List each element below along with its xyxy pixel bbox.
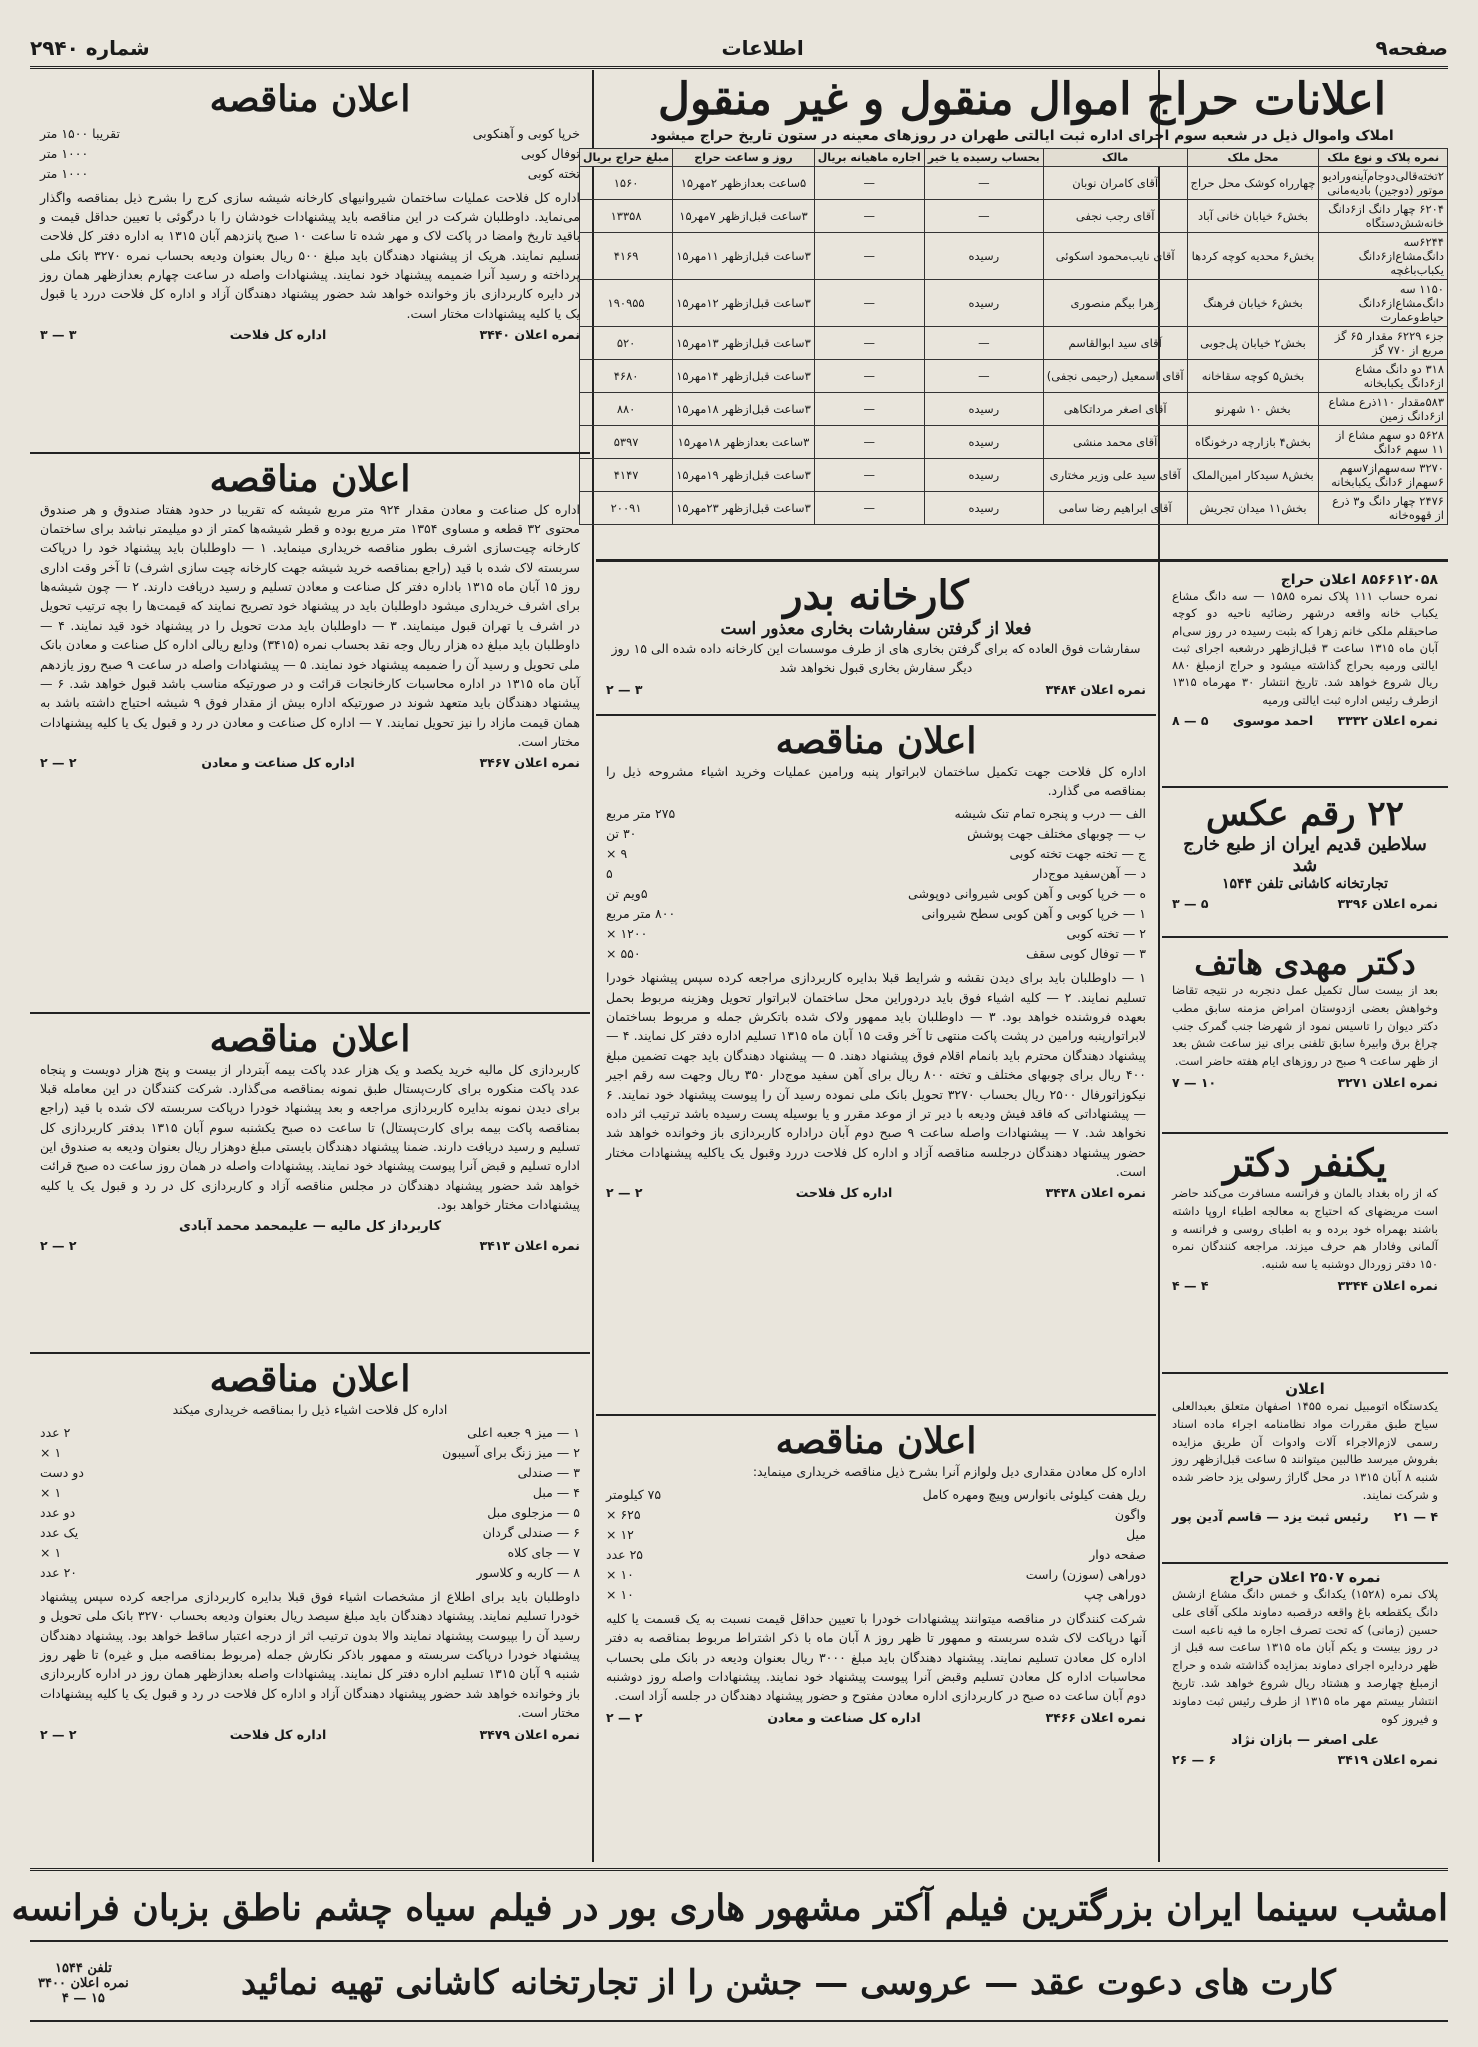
table-cell: آقای سید علی وزیر مختاری — [1043, 459, 1187, 492]
tender-intro: اداره کل معادن مقداری دیل ولوازم آنرا بشرح ذیل مناقصه خریداری مینماید: — [752, 1463, 1146, 1479]
table-cell: ۳ساعت قبل‌ازظهر ۱۹مهر۱۵ — [673, 459, 815, 492]
ad-factory-title: کارخانه بدر — [783, 572, 969, 619]
item-quantity: ۱۲۰۰ × — [606, 926, 648, 942]
table-cell: بخش۸ سیدکار امین‌الملک — [1187, 459, 1319, 492]
item-label: واگون — [1114, 1506, 1146, 1522]
signature: اداره کل فلاحت — [795, 1185, 893, 1201]
tender-items — [40, 1423, 580, 1583]
table-cell: بخش۶ خیابان فرهنگ — [1187, 280, 1319, 327]
banner-cinema-text: امشب سینما ایران بزرگترین فیلم آکتر مشهور هاری بور در فیلم سیاه چشم ناطق بزبان فرانسه — [11, 1887, 1448, 1929]
item-quantity: ۱۰۰۰ متر — [40, 145, 89, 161]
table-cell: بخش۱۱ میدان تجریش — [1187, 492, 1319, 525]
table-cell: ۲۴۷۶ چهار دانگ و۳ ذرع از قهوه‌خانه — [1319, 492, 1448, 525]
table-cell: زهرا بیگم منصوری — [1043, 280, 1187, 327]
list-item — [606, 824, 1146, 844]
table-row — [579, 393, 1447, 426]
item-quantity: ۱۰ × — [606, 1586, 634, 1602]
table-cell: ۳۲۷۰ سه‌سهم‌از۷سهم ۶سهم‌از ۶دانگ یکبابخانه — [1319, 459, 1448, 492]
item-quantity: ۱۲ × — [606, 1526, 634, 1542]
table-cell: رسیده — [924, 233, 1043, 280]
table-row — [579, 280, 1447, 327]
notice-number: نمره اعلان ۳۳۳۲ — [1337, 712, 1438, 728]
ad-photos-line2: تجارتخانه کاشانی تلفن ۱۵۴۴ — [1221, 876, 1389, 892]
table-cell: ۵۳۹۷ — [579, 426, 672, 459]
auction-column-header: اجاره ماهیانه بریال — [814, 149, 924, 167]
item-label: ۲ — تخته کوبی — [1066, 926, 1146, 942]
signature: احمد موسوی — [1232, 712, 1314, 728]
ad-doctor-title: دکتر مهدی هاتف — [1194, 944, 1416, 982]
signature: اداره کل صناعت و معادن — [767, 1709, 921, 1725]
page-header — [30, 30, 1448, 69]
tender-items — [40, 124, 580, 184]
notice-code: ۲ — ۲ — [40, 755, 77, 771]
item-label: ۳ — صندلی — [517, 1464, 580, 1480]
table-cell: ۵۶۲۸ دو سهم مشاع از ۱۱ سهم ۶دانگ — [1319, 426, 1448, 459]
banner-cards — [30, 1946, 1448, 2022]
list-item — [606, 944, 1146, 964]
notice-number: نمره اعلان ۳۴۱۹ — [1337, 1751, 1438, 1767]
table-cell: ۲۰۰۹۱ — [579, 492, 672, 525]
item-label: ه — خرپا کوبی و آهن کوبی شیروانی دوپوشی — [908, 886, 1146, 902]
table-cell: — — [924, 360, 1043, 393]
item-quantity: ۲۷۵ متر مربع — [606, 806, 676, 822]
notice-code: ۲ — ۲ — [40, 1237, 77, 1253]
tender-title: اعلان مناقصه — [209, 458, 411, 500]
table-cell: ۳ساعت بعدازظهر ۱۸مهر۱۵ — [673, 426, 815, 459]
item-quantity: دو دست — [40, 1464, 84, 1480]
notice-number: نمره اعلان ۳۳۴۴ — [1337, 1278, 1438, 1294]
list-item — [606, 1485, 1146, 1505]
item-quantity: ۸۰۰ متر مربع — [606, 906, 676, 922]
item-quantity: ۵۵۰ × — [606, 946, 641, 962]
ad-one-doctor-title: یکنفر دکتر — [1223, 1140, 1387, 1185]
item-label: توفال کوبی — [520, 145, 580, 161]
notice-code: ۳ — ۲ — [606, 681, 643, 697]
ad-factory-text: سفارشات فوق العاده که برای گرفتن بخاری های از طرف موسسات این کارخانه داده شده الی ۱۵ روز دیگر سفارش بخاری قبول نخواهد شد — [611, 641, 1141, 676]
item-label: ریل هفت کیلوئی بانوارس وپیچ ومهره کامل — [922, 1486, 1146, 1502]
table-row — [579, 492, 1447, 525]
list-item — [40, 1443, 580, 1463]
table-cell: ۸۸۰ — [579, 393, 672, 426]
ad-one-doctor — [1162, 1134, 1448, 1374]
table-cell: بخش۶ خیابان خانی آباد — [1187, 200, 1319, 233]
table-row — [579, 200, 1447, 233]
tender-title: اعلان مناقصه — [775, 720, 977, 762]
item-quantity: دو عدد — [40, 1504, 76, 1520]
notice-code: ۴ — ۴ — [1172, 1278, 1209, 1294]
item-label: ۷ — جای کلاه — [507, 1544, 580, 1560]
table-cell: آقای کامران نوبان — [1043, 167, 1187, 200]
tender-rails — [596, 1416, 1156, 1864]
list-item — [40, 1503, 580, 1523]
table-cell: ۵ساعت بعدازظهر ۲مهر۱۵ — [673, 167, 815, 200]
table-cell: جزء ۶۲۲۹ مقدار ۶۵ گز مربع از ۷۷۰ گز — [1319, 327, 1448, 360]
table-cell: ۳ساعت قبل‌ازظهر ۱۱مهر۱۵ — [673, 233, 815, 280]
table-cell: آقای رجب نجفی — [1043, 200, 1187, 233]
item-label: تخته کوبی — [527, 165, 580, 181]
item-label: ب — چوبهای مختلف جهت پوشش — [967, 826, 1146, 842]
table-cell: بخش۲ خیابان پل‌جوبی — [1187, 327, 1319, 360]
table-cell: ۳ساعت قبل‌ازظهر ۱۴مهر۱۵ — [673, 360, 815, 393]
table-cell: ۳ساعت قبل‌ازظهر ۷مهر۱۵ — [673, 200, 815, 233]
notice-number: نمره اعلان ۳۴۶۶ — [1045, 1709, 1146, 1725]
table-cell: — — [814, 200, 924, 233]
table-cell: — — [814, 280, 924, 327]
middle-column — [596, 566, 1156, 1864]
tender-body: اداره کل فلاحت عملیات ساختمان شیروانیهای کارخانه شیشه سازی کرج را بشرح ذیل بمناقصه واگذار می‌نماید. داوطلبان شرکت در این مناقصه باید پیشنهادات خودشان را با درگوئی با تعیین حداقل قیمت و باقید تاریخ وامضا در پاکت لاک و مهر شده تا ساعت ۱۰ صبح پانزدهم آبان ۱۳۱۵ به اداره دفتر کل فلاحت تسلیم نمایند. هریک از پیشنهاد دهندگان باید مبلغ ۵۰۰ ریال بعنوان ودیعه بحساب نمره ۳۲۷۰ بانک ملی پرداخته و رسید آنرا ضمیمه پیشنهاد خود نمایند. پیشنهادات واصله در ساعت چهارم بعدازظهر همان روز در دایره کاربردازی باز وخوانده خواهد شد حضور پیشنهاد دهندگان آزاد و اداره کل فلاحت دررد یا قبول یک یا کلیه پیشنهادات مختار است. — [40, 189, 580, 321]
tender-body: ۱ — داوطلبان باید برای دیدن نقشه و شرایط قبلا بدایره کاربردازی مراجعه کرده سپس پیشنهاد خودرا تسلیم نمایند. ۲ — کلیه اشیاء فوق باید دردوراین محل ساختمان لابراتوار تحویل وهزینه مربوط بحمل بعهده فروشنده خواهد بود. ۳ — داوطلبان باید ممهور ولاک شده باتکرش جمله و مربوط بساختمان لابراتوارپنبه ورامین در پشت پاکت منتهی تا آخر وقت ۱۵ آبان ماه ۱۳۱۵ تسلیم اداره دفتر کل نمایند. ۴ — پیشنهاد دهندگان محترم باید بانمام اقلام فوق پیشنهاد دهند. ۵ — پیشنهاد دهندگان باید جهت تضمین مبلغ ۴۰۰ ریال برای چوبهای مختلف و تخته ۸۰۰ ریال برای آهن سفید موج‌دار ۳۵۰ ریال وجهت سه رقم اجیر نیکوزاتورفال ۲۵۰۰ ریال بحساب ۳۲۷۰ تحویل بانک ملی نموده رسید آن را پیوست پیشنهاد خود نمایند. ۶ — پیشنهاداتی که فاقد فیش ودیعه با دیر تر از موعد مقرر و یا بوسیله پست رسیده باشد ترتیب اثر داده نخواهد شد. ۷ — پیشنهادات واصله ساعت ۹ صبح دوم آبان دراداره کاربردازی باز وخوانده خواهد شد حضور پیشنهاد دهندگان درجلسه مناقصه آزاد و اداره کل فلاحت دررد وقبول یک یاکلیه پیشنهادات مختار است. — [606, 970, 1147, 1180]
tender-items — [606, 1485, 1146, 1605]
notice-car-title: اعلان — [1285, 1380, 1325, 1398]
item-quantity: ۱۰۰۰ متر — [40, 165, 89, 181]
notice-code: ۲ — ۲ — [40, 1726, 77, 1742]
table-cell: آقای سید ابوالقاسم — [1043, 327, 1187, 360]
table-cell: — — [814, 360, 924, 393]
table-cell: بخش۶ محدیه کوچه کردها — [1187, 233, 1319, 280]
side-auction-title: ۸۵۶۶۱۲۰۵۸ اعلان حراج — [1280, 572, 1438, 588]
ad-badr-factory — [596, 566, 1156, 716]
table-cell: ۱۳۳۵۸ — [579, 200, 672, 233]
notice-number: نمره اعلان ۳۴۰۰ — [38, 1975, 129, 1991]
table-cell: رسیده — [924, 426, 1043, 459]
notice-car — [1162, 1374, 1448, 1564]
ad-photos-line1: سلاطین قدیم ایران از طبع خارج شد — [1183, 834, 1427, 876]
table-cell: بخش۵ کوچه سقاخانه — [1187, 360, 1319, 393]
table-cell: — — [814, 327, 924, 360]
item-label: ۲ — میز زنگ برای آسیبون — [442, 1444, 580, 1460]
item-label: ۶ — صندلی گردان — [482, 1524, 580, 1540]
table-row — [579, 233, 1447, 280]
tender-cotton-lab — [596, 716, 1156, 1416]
item-quantity: ۶۲۵ × — [606, 1506, 641, 1522]
list-item — [606, 864, 1146, 884]
notice-code: ۵ — ۸ — [1172, 712, 1209, 728]
ad-photos-title: ۲۲ رقم عکس — [1206, 794, 1404, 834]
notice-code: ۲ — ۲ — [606, 1709, 643, 1725]
banner-phone: تلفن ۱۵۴۴ — [54, 1960, 112, 1976]
ad-doctor-body: بعد از بیست سال تکمیل عمل دنجربه در نتیجه تقاضا وخواهش بعضی ازدوستان امراض مزمنه سابق مطب دکتر دیوان را تاسیس نمود از شهرضا جنب گمرک جنب چراغ برق وابیرهٔ سابق تلفنی برای نیز ساعت شش بعد از ظهر ساعت ۹ صبح در روزهای ایام هفته حاضر است. — [1172, 983, 1438, 1069]
table-cell: ۴۱۶۹ — [579, 233, 672, 280]
table-cell: ۶۲۰۴ چهار دانگ از۶دانگ خانه‌شش‌دستگاه — [1319, 200, 1448, 233]
auction-subtitle: املاک واموال ذیل در شعبه سوم اجرای اداره ثبت ایالتی طهران در روزهای معینه در ستون تاریخ حراج میشود — [650, 128, 1394, 145]
table-cell: ۳ساعت قبل‌ازظهر ۱۸مهر۱۵ — [673, 393, 815, 426]
left-column — [30, 74, 590, 1864]
notice-number: نمره اعلان ۳۴۳۸ — [1045, 1185, 1146, 1201]
table-cell: ۳ساعت قبل‌ازظهر ۱۲مهر۱۵ — [673, 280, 815, 327]
item-label: خرپا کوبی و آهنکوبی — [472, 125, 580, 141]
table-row — [579, 459, 1447, 492]
list-item — [606, 1525, 1146, 1545]
tender-title: اعلان مناقصه — [775, 1420, 977, 1462]
item-quantity: ۵ — [606, 866, 613, 882]
table-cell: رسیده — [924, 492, 1043, 525]
auction-column-header: نمره پلاک و نوع ملک — [1319, 149, 1448, 167]
table-cell: رسیده — [924, 280, 1043, 327]
tender-body: شرکت کنندگان در مناقصه میتوانند پیشنهادات خودرا با تعیین حداقل قیمت نسبت به یک قسمت یا کلیه آنها درپاکت لاک شده سربسته و ممهور تا ظهر روز ۸ آبان ماه با ذکر اشتراط مربوط بمناقصه به دفتر اداره کل معادن تسلیم نمایند. پیشنهاد دهندگان باید مبلغ ۳۰۰۰ ریال بعنوان ودیعه در بانک ملی بحساب محاسبات اداره کل معادن تسلیم وقبض آنرا پیوست پیشنهاد خود نمایند. پیشنهادات واصله روز دوشنبه دوم آبان ساعت ده صبح در کاربردازی اداره معادن مفتوح و حضور پیشنهاد دهندگان در جلسه آزاد است. — [606, 1610, 1147, 1704]
auction-column-header: مبلغ حراج بریال — [579, 149, 672, 167]
table-cell: ۲تخته‌قالی‌دوجام‌آینه‌ورادیو موتور (دوجین) بادیه‌مانی — [1319, 167, 1448, 200]
list-item — [606, 884, 1146, 904]
table-cell: آقای نایب‌محمود اسکوئی — [1043, 233, 1187, 280]
notice-code: ۱۰ — ۷ — [1172, 1075, 1217, 1091]
paper-name: اطلاعات — [721, 36, 804, 60]
signature: اداره کل فلاحت — [229, 1726, 327, 1742]
item-quantity: ۹ × — [606, 846, 628, 862]
table-cell: چهارراه کوشک محل حراج — [1187, 167, 1319, 200]
notice-number: نمره اعلان ۳۳۹۶ — [1337, 896, 1438, 911]
item-label: د — آهن‌سفید موج‌دار — [1033, 866, 1146, 882]
item-quantity: ۱ × — [40, 1484, 62, 1500]
tender-intro: اداره کل فلاحت اشیاء ذیل را بمناقصه خریداری میکند — [172, 1401, 448, 1417]
table-cell: ۱۱۵۰ سه دانگ‌مشاع‌از۶دانگ حیاط‌وعمارت — [1319, 280, 1448, 327]
ad-doctor-hatef — [1162, 938, 1448, 1134]
item-quantity: ۷۵ کیلومتر — [606, 1486, 662, 1502]
item-label: ۵ — مزجلوی مبل — [487, 1504, 580, 1520]
ad-one-doctor-body: که از راه بغداد بالمان و فرانسه مسافرت می‌کند حاضر است مریضهای که احتیاج به معالجه اطباء اروپا داشته باشند بهمراه خود برده و به اطبای روسی و فرانسه و آلمانی وفادار هم حرف میزند. مراجعه کنندگان نمره ۱۵۰ دفتر زوردال دوشنبه یا سه شنبه. — [1172, 1186, 1438, 1272]
table-cell: — — [814, 167, 924, 200]
side-auction-body: نمره حساب ۱۱۱ پلاک نمره ۱۵۸۵ — سه دانگ مشاع یکباب خانه واقعه درشهر رضائیه ناحیه دو کوچه صاحبقلم ملکی خانم زهرا که بثبت رسیده در روز سی‌ام آبان ماه ۱۳۱۵ ساعت ۳ قبل‌ازظهر درشعبه اجرای ثبت ایالتی ورمیه بحراج گذاشته میشود و حراج ازمبلغ ۸۸۰ ریال شروع خواهد شد. تاریخ انتشار ۳۰ مهرماه ۱۳۱۵ ازطرف رئیس اداره ثبت ایالتی ورمیه — [1172, 589, 1438, 707]
item-quantity: ۱ × — [40, 1444, 62, 1460]
notice-number: نمره اعلان ۳۴۱۳ — [479, 1237, 580, 1253]
notice-number: نمره اعلان ۳۴۴۰ — [479, 327, 580, 343]
auction-title: اعلانات حراج اموال منقول و غیر منقول — [658, 74, 1386, 125]
item-quantity: ۳۰ تن — [606, 826, 637, 842]
table-cell: آقای اصغر مرداتکاهی — [1043, 393, 1187, 426]
table-cell: ۶۲۴۴سه دانگ‌مشاع‌از۶دانگ یکباب‌باغچه — [1319, 233, 1448, 280]
item-label: ۱ — میز ۹ جعبه اعلی — [467, 1424, 580, 1440]
table-cell: — — [814, 393, 924, 426]
side-auction-2-body: پلاک نمره (۱۵۲۸) یکدانگ و خمس دانگ مشاع ازشش دانگ یکقطعه باغ واقعه درقصبه دماوند ملکی آقای علی حسین (زمانی) که تحت تصرف اجاره ما فیه ناعبه است در روز بیست و یکم آبان ماه ۱۳۱۵ ساعت سه قبل از ظهر دردایره اجرای دماوند بمزایده گذاشته شده و حراج ازمبلغ چهارصد و هشتاد ریال شروع خواهد شد. تاریخ انتشار بیستم مهر ماه ۱۳۱۵ از طرف رئیس ثبت دماوند و فیروز کوه — [1172, 1587, 1439, 1726]
item-label: دوراهی چپ — [1083, 1586, 1146, 1602]
auction-column-header: روز و ساعت حراج — [673, 149, 815, 167]
tender-body: اداره کل صناعت و معادن مقدار ۹۲۴ متر مربع شیشه که تقریبا در حدود هفتاد صندوق و هر صندوق محتوی ۳۲ قطعه و مساوی ۱۳۵۴ متر مربع بوده و قطر شیشه‌ها کمتر از دو میلیمتر نباشد برای ساختمان کارخانه چیت‌سازی اشرف بطور مناقصه خریداری مینماید. ۱ — داوطلبان باید پیشنهاد خود را درپاکت سربسته لاک شده با قید (راجع بمناقصه خرید شیشه جهت کارخانه چیت سازی اشرف) تا آخر وقت اداری روز ۱۵ آبان ماه ۱۳۱۵ باداره دفتر کل صناعت و معادن تسلیم و رسید دریافت دارند. ۲ — چون شیشه‌ها برای اشرف خریداری میشود داوطلبان باید در پیشنهاد خود تصریح نمایند که قیمت‌ها را بچه ترتیب تحویل در اشرف یا تهران قبول مینمایند. ۳ — داوطلبان باید مدت تحویل را در پیشنهاد خود قید نمایند. ۴ — داوطلبان باید مبلغ ده هزار ریال وجه نقد بحساب نمره (۳۴۱۵) ودایع ریالی اداره کل صناعت و معادن بانک ملی تحویل و رسید آن را ضمیمه پیشنهاد خود نمایند. ۵ — پیشنهادات واصله در ساعت ۹ صبح روز یازدهم آبان ماه ۱۳۱۵ در اداره محاسبات کارخانجات قرائت و در صورتیکه مناسب باشد قبول خواهد شد. ۶ — پیشنهاد دهندگان باید متعهد شوند در صورتیکه اداره بیش از مقدار فوق ۹ شیشه احتیاج داشته باشد به همان قیمت مازاد را نیز تحویل نمایند. ۷ — اداره کل صناعت و معادن در رد و قبول یک یا کلیه پیشنهادات مختار است. — [40, 501, 581, 750]
list-item — [40, 164, 580, 184]
list-item — [606, 924, 1146, 944]
list-item — [606, 1505, 1146, 1525]
table-cell: ۱۹۰۹۵۵ — [579, 280, 672, 327]
table-cell: آقای ابراهیم رضا سامی — [1043, 492, 1187, 525]
item-quantity: ۱ × — [40, 1544, 62, 1560]
notice-number: نمره اعلان ۳۴۷۹ — [479, 1726, 580, 1742]
table-row — [579, 167, 1447, 200]
page-number: صفحه۹ — [1375, 36, 1448, 60]
item-label: ۳ — توفال کوبی سقف — [1026, 946, 1146, 962]
table-cell: — — [924, 327, 1043, 360]
tender-glass-roof — [30, 74, 590, 454]
table-cell: ۴۱۴۷ — [579, 459, 672, 492]
right-column — [1162, 566, 1448, 1864]
side-auction-notice — [1162, 566, 1448, 788]
item-label: صفحه دوار — [1089, 1546, 1146, 1562]
issue-number: شماره ۲۹۴۰ — [30, 36, 150, 60]
list-item — [40, 144, 580, 164]
table-cell: ۵۸۳مقدار ۱۱۰ذرع مشاع از۶دانگ زمین — [1319, 393, 1448, 426]
list-item — [606, 1585, 1146, 1605]
ad-factory-subtitle: فعلا از گرفتن سفارشات بخاری معذور است — [720, 619, 1032, 639]
notice-number: نمره اعلان ۳۴۸۴ — [1045, 681, 1146, 697]
table-row — [579, 360, 1447, 393]
notice-number: نمره اعلان ۳۲۷۱ — [1337, 1075, 1438, 1091]
table-cell: — — [924, 200, 1043, 233]
tender-glass-purchase — [30, 454, 590, 1014]
tender-body: داوطلبان باید برای اطلاع از مشخصات اشیاء فوق قبلا بدایره کاربردازی مراجعه کرده سپس پیشنهاد خودرا تسلیم نمایند. پیشنهاد دهندگان باید مبلغ سیصد ریال بعنوان ودیعه بحساب ۳۲۷۰ بانک ملی تحویل و رسید آن را بپیوست پیشنهاد نمایند والا بدون ترتیب اثر از درجه اعتبار ساقط خواهد بود. پیشنهاد دهندگان پیشنهاد خودرا درپاکت سربسته و ممهور باذکر نکارش جمله (مربوط بمناقصه مبل و غیره) تا ظهر روز شنبه ۹ آبان ۱۳۱۵ تسلیم اداره دفتر کل نمایند. پیشنهادات واصله بعدازظهر همان روز در اداره کاربردازی باز وخوانده خواهد شد حضور پیشنهاد دهندگان آزاد و اداره کل فلاحت در رد و قبول یک یا کلیه پیشنهادات مختار است. — [40, 1588, 581, 1721]
notice-number: نمره اعلان ۳۴۶۷ — [479, 755, 580, 771]
table-cell: ۳ساعت قبل‌ازظهر ۲۳مهر۱۵ — [673, 492, 815, 525]
list-item — [606, 804, 1146, 824]
auction-column-header: بحساب رسیده یا خیر — [924, 149, 1043, 167]
table-cell: رسیده — [924, 459, 1043, 492]
table-cell: ۱۵۶۰ — [579, 167, 672, 200]
tender-body: کاربردازی کل مالیه خرید یکصد و یک هزار عدد پاکت بیمه آبتردار از بیست و پنج هزار دویست و پنجاه عدد پاکت منکوره برای کارت‌پستال طبق نمونه بمناقصه می‌گذارد. شرکت کنندگان در این معامله قبلا برای دیدن نمونه بدایره کاربردازی مراجعه و بعد پیشنهاد خودرا درپاکت سربسته لاک شده با قید (راجع بمناقصه پاکت بیمه برای کارت‌پستال) تا ساعت ده صبح یکشنبه سوم آبان ۱۳۱۵ بدفتر کاربردازی کل تسلیم و رسید دریافت دارند. ضمنا پیشنهاد دهندگان بایستی مبلغ دوهزار ریال بعنوان ودیعه به صندوق این اداره تسلیم و قبض آنرا پیوست پیشنهاد خود نمایند. پیشنهادات واصله در همان روز ساعت ده صبح قرائت خواهد شد حضور پیشنهاد دهندگان در مجلس مناقصه آزاد و کاربردازی کل در رد و قبول یک یا کلیه پیشنهادات مختار خواهد بود. — [40, 1061, 580, 1213]
list-item — [606, 1545, 1146, 1565]
notice-code: ۲ — ۲ — [606, 1185, 643, 1201]
tender-title: اعلان مناقصه — [209, 78, 411, 120]
table-cell: بخش ۱۰ شهرنو — [1187, 393, 1319, 426]
item-quantity: تقریبا ۱۵۰۰ متر — [40, 125, 120, 141]
item-quantity: ۱۰ × — [606, 1566, 634, 1582]
item-label: ج — تخته جهت تخته کوبی — [1009, 846, 1146, 862]
auction-section — [582, 74, 1448, 562]
notice-code: ۶ — ۲۶ — [1172, 1751, 1217, 1767]
item-label: ۱ — خرپا کوبی و آهن کوبی سطح شیروانی — [921, 906, 1146, 922]
table-row — [579, 327, 1447, 360]
table-cell: آقای اسمعیل (رحیمی نجفی) — [1043, 360, 1187, 393]
item-quantity: ۲۰ عدد — [40, 1564, 77, 1580]
list-item — [606, 904, 1146, 924]
list-item — [40, 1563, 580, 1583]
table-cell: — — [814, 426, 924, 459]
side-auction-2-title: نمره ۲۵۰۷ اعلان حراج — [1229, 1570, 1381, 1586]
table-cell: ۵۲۰ — [579, 327, 672, 360]
signature: علی اصغر — بازان نژاد — [1231, 1732, 1379, 1748]
item-quantity: ۲۵ عدد — [606, 1546, 643, 1562]
item-label: میل — [1126, 1526, 1146, 1542]
list-item — [40, 1483, 580, 1503]
banner-cinema — [11, 1868, 1448, 1942]
side-auction-2 — [1162, 1564, 1448, 1864]
table-cell: آقای محمد منشی — [1043, 426, 1187, 459]
notice-code: ۳ — ۳ — [40, 327, 77, 343]
table-row — [579, 426, 1447, 459]
item-label: ۴ — مبل — [532, 1484, 580, 1500]
item-label: دوراهی (سوزن) راست — [1025, 1566, 1146, 1582]
tender-title: اعلان مناقصه — [209, 1018, 411, 1060]
notice-code: ۱۵ — ۴ — [61, 1990, 105, 2006]
banner-cards-text: کارت های دعوت عقد — عروسی — جشن را از تجارتخانه کاشانی تهیه نمائید — [240, 1963, 1336, 2003]
item-label: ۸ — کاربه و کلاسور — [476, 1564, 580, 1580]
ad-photos — [1162, 788, 1448, 938]
tender-furniture — [30, 1354, 590, 1864]
list-item — [606, 844, 1146, 864]
banner-cards-info — [38, 1961, 129, 2006]
auction-table — [579, 148, 1448, 525]
table-cell: بخش۴ بازارچه درخونگاه — [1187, 426, 1319, 459]
item-quantity: ۵ویم تن — [606, 886, 648, 902]
notice-code: ۵ — ۳ — [1172, 896, 1209, 911]
table-cell: ۴۶۸۰ — [579, 360, 672, 393]
table-cell: ۳۱۸ دو دانگ مشاع از۶دانگ یکبابخانه — [1319, 360, 1448, 393]
table-cell: رسیده — [924, 393, 1043, 426]
item-label: الف — درب و پنجره تمام تنک شیشه — [954, 806, 1146, 822]
list-item — [40, 124, 580, 144]
tender-intro: اداره کل فلاحت جهت تکمیل ساختمان لابراتوار پنبه ورامین عملیات وخرید اشیاء مشروحه ذیل را بمناقصه می گذارد. — [606, 763, 1146, 798]
signature: رئیس ثبت یزد — قاسم آدین پور — [1172, 1508, 1369, 1524]
item-quantity: ۲ عدد — [40, 1424, 71, 1440]
tender-title: اعلان مناقصه — [209, 1358, 411, 1400]
tender-items — [606, 804, 1146, 964]
list-item — [40, 1423, 580, 1443]
signature: اداره کل فلاحت — [229, 327, 327, 343]
list-item — [40, 1543, 580, 1563]
auction-column-header: مالک — [1043, 149, 1187, 167]
notice-number: ۴ — ۲۱ — [1393, 1508, 1438, 1524]
list-item — [40, 1463, 580, 1483]
list-item — [606, 1565, 1146, 1585]
table-cell: — — [814, 492, 924, 525]
auction-column-header: محل ملک — [1187, 149, 1319, 167]
list-item — [40, 1523, 580, 1543]
table-cell: — — [814, 459, 924, 492]
item-quantity: یک عدد — [40, 1524, 79, 1540]
table-cell: — — [924, 167, 1043, 200]
tender-envelopes — [30, 1014, 590, 1354]
notice-car-body: یکدستگاه اتومبیل نمره ۱۴۵۵ اصفهان متعلق بعبدالعلی سیاح طبق مقررات مواد نظامنامه اجراء ماده اسناد رسمی لازم‌الاجراء آلات وادوات آن طریق مزایده بفروش میرسد طالبین میتوانند ۵ ساعت قبل‌ازظهر روز شنبه ۸ آبان ۱۳۱۵ در محل گاراژ رسولی یزد حاضر شده و شرکت نمایند. — [1172, 1399, 1438, 1503]
signature: کاربرداز کل مالیه — علیمحمد محمد آبادی — [178, 1218, 442, 1234]
signature: اداره کل صناعت و معادن — [201, 755, 355, 771]
table-cell: — — [814, 233, 924, 280]
table-cell: ۳ساعت قبل‌ازظهر ۱۳مهر۱۵ — [673, 327, 815, 360]
